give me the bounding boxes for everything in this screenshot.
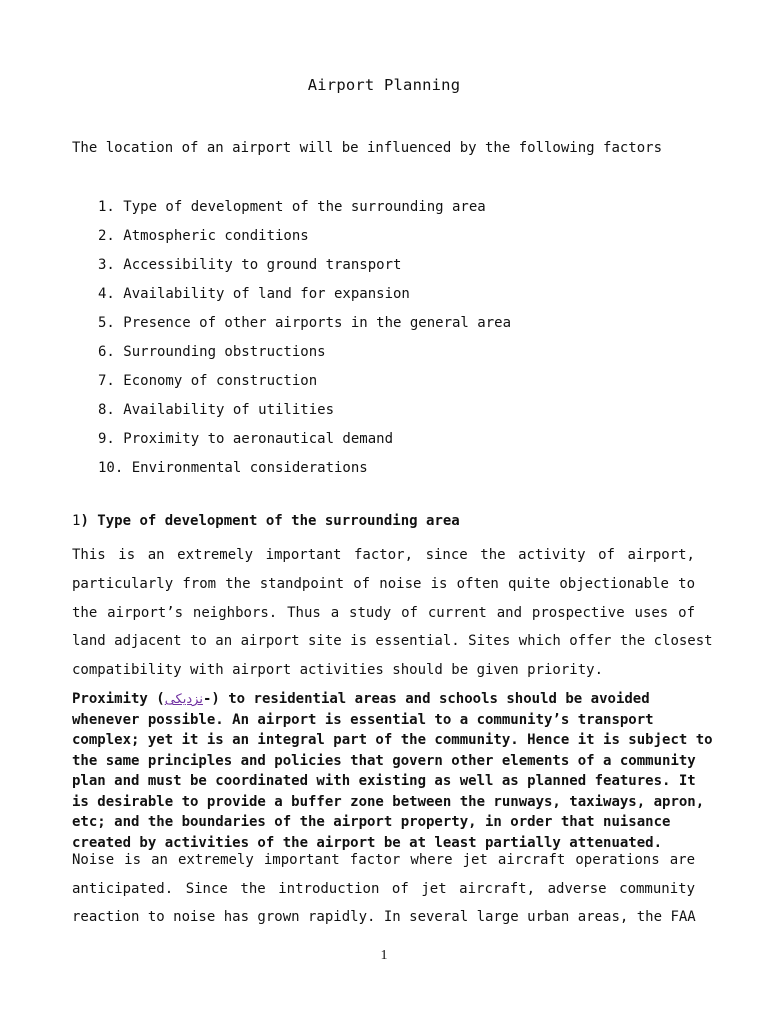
paragraph-line: This is an extremely important factor, since the activity of airport, — [72, 547, 695, 563]
paragraph-line — [72, 689, 702, 710]
section-number: 1 — [72, 513, 81, 529]
paragraph-line: anticipated. Since the introduction of jet aircraft, adverse community — [72, 880, 695, 897]
list-item: 5. Presence of other airports in the general area — [98, 315, 512, 331]
list-item: 1. Type of development of the surrounding area — [98, 199, 486, 215]
proximity-prefix: Proximity ( — [72, 691, 165, 707]
list-item: 3. Accessibility to ground transport — [98, 257, 402, 273]
paragraph-line: Noise is an extremely important factor where jet aircraft operations are — [72, 852, 695, 868]
paragraph-noise — [72, 846, 695, 932]
paragraph-line: reaction to noise has grown rapidly. In several large urban areas, the FAA — [72, 909, 696, 925]
page-number: 1 — [380, 948, 388, 963]
section-heading-text: ) Type of development of the surrounding area — [80, 513, 460, 529]
list-item: 2. Atmospheric conditions — [98, 228, 309, 244]
paragraph-line: compatibility with airport activities should be given priority. — [72, 662, 604, 679]
urdu-translation-note: نزدیکی — [164, 692, 203, 707]
list-item: 7. Economy of construction — [98, 373, 318, 389]
intro-sentence: The location of an airport will be influenced by the following factors — [72, 140, 663, 156]
paragraph-line: whenever possible. An airport is essential to a community’s transport — [72, 711, 654, 728]
list-item: 10. Environmental considerations — [98, 460, 368, 476]
factors-list — [98, 197, 511, 487]
paragraph-line: particularly from the standpoint of noise is often quite objectionable to — [72, 575, 695, 592]
list-item: 8. Availability of utilities — [98, 402, 335, 418]
paragraph-line: plan and must be coordinated with existing as well as planned features. It — [72, 773, 696, 789]
section-heading — [72, 513, 460, 529]
paragraph-type-of-development — [72, 541, 713, 685]
paragraph-line: is desirable to provide a buffer zone between the runways, taxiways, apron, — [72, 793, 705, 810]
page-title: Airport Planning — [307, 76, 461, 94]
paragraph-line: land adjacent to an airport site is essential. Sites which offer the closest — [72, 633, 713, 650]
proximity-suffix: -) to residential areas and schools should be avoided — [202, 691, 650, 707]
paragraph-line: the airport’s neighbors. Thus a study of current and prospective uses of — [72, 604, 695, 621]
paragraph-line: complex; yet it is an integral part of the community. Hence it is subject to — [72, 732, 713, 748]
paragraph-proximity — [72, 689, 713, 853]
paragraph-line: the same principles and policies that govern other elements of a community — [72, 752, 696, 769]
paragraph-line: etc; and the boundaries of the airport property, in order that nuisance — [72, 814, 671, 830]
list-item: 6. Surrounding obstructions — [98, 344, 326, 360]
list-item: 4. Availability of land for expansion — [98, 286, 410, 302]
list-item: 9. Proximity to aeronautical demand — [98, 431, 394, 447]
paragraph-line: created by activities of the airport be at least partially attenuated. — [72, 834, 663, 851]
